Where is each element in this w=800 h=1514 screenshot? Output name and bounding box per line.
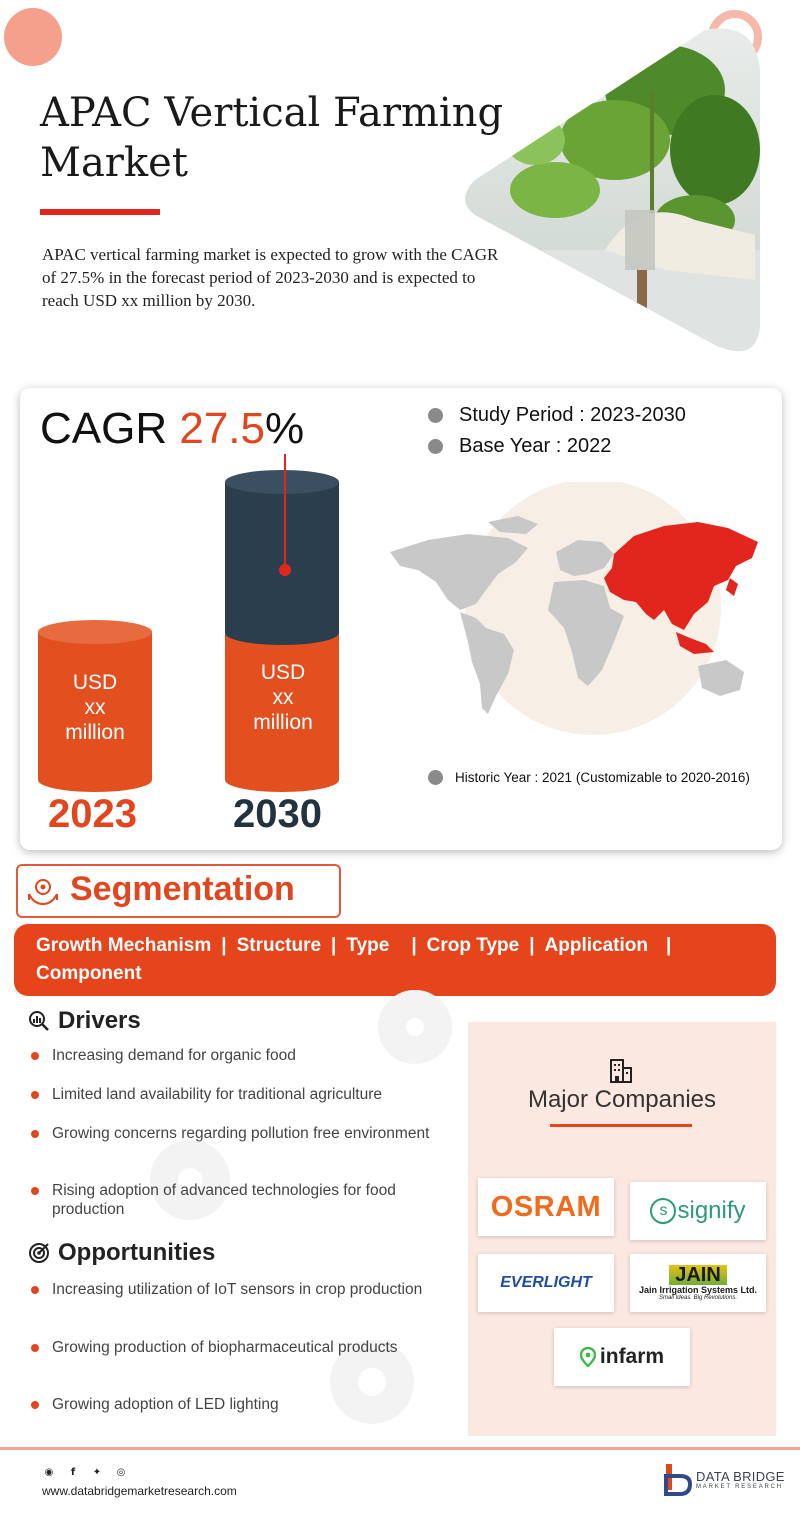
label-value: xx: [272, 686, 294, 709]
jain-logo-tagline: Small Ideas. Big Revolutions.: [658, 1295, 738, 1301]
infarm-logo-text: infarm: [599, 1345, 665, 1368]
social-links: [42, 1465, 128, 1479]
segment-item: Crop Type: [426, 935, 520, 956]
separator: |: [331, 935, 337, 956]
historic-year: [428, 770, 750, 785]
twitter-icon[interactable]: ✦: [92, 1466, 102, 1478]
year-2030: 2030: [233, 792, 322, 836]
hands-gear-icon: [26, 874, 60, 908]
footer-divider: [0, 1447, 800, 1450]
location-pin-icon: [580, 1347, 596, 1367]
driver-item: Growing concerns regarding pollution free environment: [52, 1124, 454, 1143]
title-underline: [40, 209, 160, 215]
separator: |: [529, 935, 535, 956]
cagr-value: 27.5: [179, 404, 265, 453]
study-period-text: Study Period : 2023-2030: [459, 404, 686, 426]
osram-logo: [478, 1178, 614, 1236]
everlight-logo-text: EVERLIGHT: [500, 1274, 592, 1291]
driver-item: Rising adoption of advanced technologies for food production: [52, 1181, 454, 1219]
drivers-title: Drivers: [58, 1007, 141, 1034]
separator: |: [221, 935, 227, 956]
segmentation-title: Segmentation: [70, 870, 295, 908]
website-link[interactable]: www.databridgemarketresearch.com: [42, 1484, 237, 1498]
cagr-label: CAGR: [40, 404, 168, 453]
brand-name: DATA BRIDGE: [696, 1468, 785, 1484]
signify-logo: [630, 1182, 766, 1240]
label-currency: USD: [260, 661, 306, 684]
label-unit: million: [253, 711, 313, 734]
signify-s-icon: s: [650, 1198, 676, 1224]
target-icon: [28, 1242, 50, 1264]
opportunities-title: Opportunities: [58, 1239, 216, 1266]
signify-logo-text: signify: [677, 1197, 746, 1224]
bullet-dot: [428, 770, 443, 785]
cagr-heading: [40, 404, 304, 454]
data-bridge-mark-icon: [662, 1462, 692, 1496]
segment-item: Growth Mechanism: [36, 935, 212, 956]
opportunities-heading: [28, 1239, 215, 1267]
opportunity-item: Growing production of biopharmaceutical products: [52, 1338, 454, 1357]
segment-item: Application: [544, 935, 648, 956]
label-currency: USD: [72, 671, 118, 694]
bullet-dot: [428, 408, 443, 423]
magnifier-chart-icon: [28, 1010, 50, 1032]
brand-subtitle: MARKET RESEARCH: [696, 1483, 783, 1490]
base-year: [428, 435, 611, 458]
driver-item: Limited land availability for traditional agriculture: [52, 1085, 454, 1104]
base-year-text: Base Year : 2022: [459, 435, 612, 457]
segment-item: Type: [346, 935, 390, 956]
segment-item: Component: [36, 963, 142, 984]
opportunity-item: Increasing utilization of IoT sensors in crop production: [52, 1280, 454, 1299]
instagram-icon[interactable]: ◎: [116, 1466, 126, 1478]
label-unit: million: [65, 721, 125, 744]
world-map: [388, 482, 768, 742]
label-value: xx: [84, 696, 106, 719]
brand-text: [696, 1469, 785, 1490]
segmentation-line-2: [36, 963, 142, 985]
everlight-logo: [478, 1254, 614, 1312]
infarm-logo: [554, 1328, 690, 1386]
cylinder-2030: [225, 454, 339, 792]
driver-item: Increasing demand for organic food: [52, 1046, 454, 1065]
separator: |: [411, 935, 417, 956]
page-title: APAC Vertical Farming Market: [40, 90, 504, 186]
companies-title: Major Companies: [527, 1086, 717, 1113]
facebook-icon[interactable]: f: [70, 1466, 76, 1478]
historic-year-text: Historic Year : 2021 (Customizable to 2020-2016): [455, 770, 750, 785]
jain-logo-name: Jain Irrigation Systems Ltd.: [638, 1285, 758, 1295]
year-2023: 2023: [48, 792, 137, 836]
bullet-dot: [428, 439, 443, 454]
osram-logo-text: OSRAM: [490, 1190, 602, 1223]
cylinder-2030-label: [230, 660, 336, 735]
market-size-cylinders: [30, 450, 360, 800]
building-icon: [609, 1058, 633, 1084]
cagr-unit: %: [265, 404, 305, 453]
segmentation-line-1: [36, 935, 681, 957]
opportunity-item: Growing adoption of LED lighting: [52, 1395, 454, 1414]
companies-underline: [550, 1124, 692, 1127]
study-period: [428, 404, 686, 427]
jain-logo-mark: JAIN: [669, 1265, 727, 1285]
jain-logo: [630, 1254, 766, 1312]
segment-item: Structure: [236, 935, 322, 956]
decorative-circle: [4, 8, 62, 66]
intro-text: APAC vertical farming market is expected to grow with the CAGR of 27.5% in the forecast period of 2023-2030 and is expected to reach USD xx million by 2030.: [42, 245, 499, 310]
hero-plant-image: [455, 20, 765, 360]
whatsapp-icon[interactable]: ◉: [44, 1466, 54, 1478]
separator: |: [665, 935, 672, 956]
cylinder-2023-label: [42, 670, 148, 745]
data-bridge-logo: [662, 1462, 785, 1496]
drivers-heading: [28, 1007, 141, 1035]
